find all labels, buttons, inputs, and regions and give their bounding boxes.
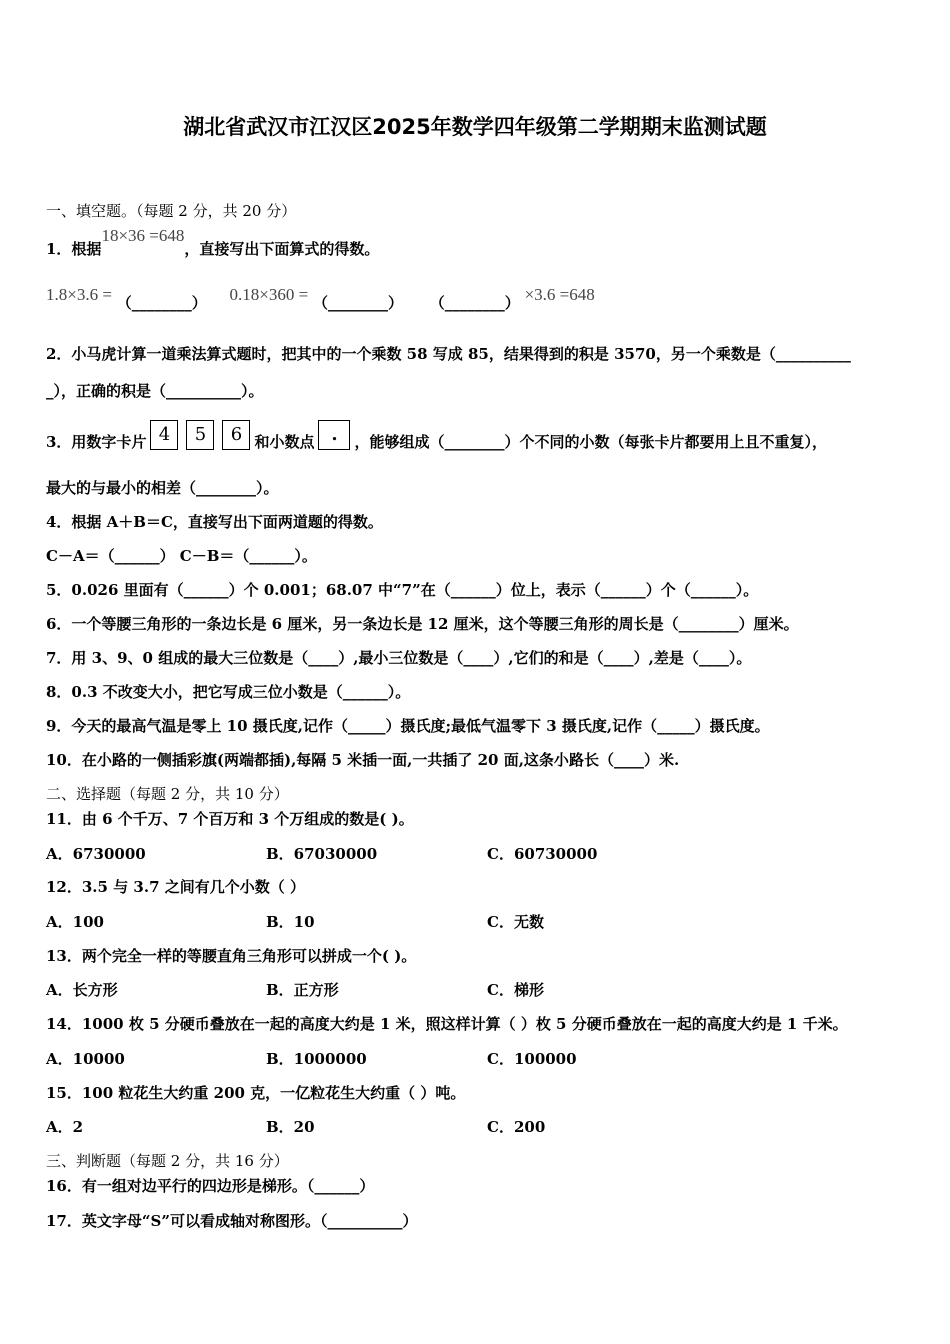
question-14: 14．1000 枚 5 分硬币叠放在一起的高度大约是 1 米，照这样计算（ ）枚 5 分硬币叠放在一起的高度大约是 1 千米。 — [46, 1015, 848, 1033]
question-10: 10．在小路的一侧插彩旗(两端都插),每隔 5 米插一面,一共插了 20 面,这条小路长（____）米. — [46, 751, 680, 769]
page-title: 湖北省武汉市江汉区2025年数学四年级第二学期期末监测试题 — [183, 115, 767, 139]
q1-blank-2: （________） — [312, 294, 403, 312]
q11-option-c: C．60730000 — [487, 845, 598, 863]
digit-card-6: 6 — [222, 420, 250, 450]
question-15: 15．100 粒花生大约重 200 克，一亿粒花生大约重（ ）吨。 — [46, 1084, 466, 1102]
q15-option-b: B．20 — [266, 1118, 315, 1136]
q1-blank-1: （________） — [116, 294, 207, 312]
decimal-point-card: . — [318, 420, 350, 450]
question-3-line-2: 最大的与最小的相差（________）。 — [46, 479, 279, 497]
section-heading-choice: 二、选择题（每题 2 分，共 10 分） — [46, 785, 289, 803]
question-3 — [46, 424, 827, 458]
q1-instruction: ，直接写出下面算式的得数。 — [184, 240, 380, 258]
q3-lead: 3．用数字卡片 — [46, 433, 147, 451]
q1-expr-2: 0.18×360 = — [229, 285, 309, 304]
section-heading-true-false: 三、判断题（每题 2 分，共 16 分） — [46, 1152, 289, 1170]
q13-option-c: C．梯形 — [487, 981, 544, 999]
question-7: 7．用 3、9、0 组成的最大三位数是（____）,最小三位数是（____）,它们的和是（____）,差是（____）。 — [46, 649, 752, 667]
question-12: 12．3.5 与 3.7 之间有几个小数（ ） — [46, 878, 305, 896]
digit-card-5: 5 — [186, 420, 214, 450]
q1-expr-3: ×3.6 =648 — [524, 285, 595, 304]
q1-expr-1: 1.8×3.6 = — [46, 285, 112, 304]
q11-option-a: A．6730000 — [46, 845, 146, 863]
q1-expressions — [46, 285, 595, 312]
digit-card-4: 4 — [150, 420, 178, 450]
q12-option-c: C．无数 — [487, 913, 544, 931]
question-2-line-1: 2．小马虎计算一道乘法算式题时，把其中的一个乘数 58 写成 85，结果得到的积是 3570，另一个乘数是（__________ — [46, 345, 851, 363]
question-2-line-2: _），正确的积是（__________）。 — [46, 382, 264, 400]
q12-option-b: B．10 — [266, 913, 315, 931]
q3-rest: ，能够组成（________）个不同的小数（每张卡片都要用上且不重复）， — [354, 433, 827, 451]
question-5: 5．0.026 里面有（______）个 0.001；68.07 中“7”在（______）位上，表示（______）个（______）。 — [46, 581, 759, 599]
question-1 — [46, 226, 380, 259]
q3-mid: 和小数点 — [254, 433, 315, 451]
q15-option-a: A．2 — [46, 1118, 84, 1136]
question-16: 16．有一组对边平行的四边形是梯形。（______） — [46, 1177, 375, 1195]
question-6: 6．一个等腰三角形的一条边长是 6 厘米，另一条边长是 12 厘米，这个等腰三角形的周长是（________）厘米。 — [46, 615, 799, 633]
q14-option-c: C．100000 — [487, 1050, 577, 1068]
q14-option-a: A．10000 — [46, 1050, 125, 1068]
question-11: 11．由 6 个千万、7 个百万和 3 个万组成的数是( )。 — [46, 810, 414, 828]
q1-lead: 1．根据 — [46, 240, 102, 258]
question-4-line-2: C－A＝（______） C－B＝（______）。 — [46, 547, 317, 565]
q13-option-a: A．长方形 — [46, 981, 118, 999]
question-17: 17．英文字母“S”可以看成轴对称图形。（__________） — [46, 1212, 418, 1230]
q15-option-c: C．200 — [487, 1118, 546, 1136]
question-4-line-1: 4．根据 A＋B＝C，直接写出下面两道题的得数。 — [46, 513, 383, 531]
q12-option-a: A．100 — [46, 913, 104, 931]
question-8: 8．0.3 不改变大小，把它写成三位小数是（______）。 — [46, 683, 411, 701]
question-13: 13．两个完全一样的等腰直角三角形可以拼成一个( )。 — [46, 947, 417, 965]
q13-option-b: B．正方形 — [266, 981, 339, 999]
section-heading-fill-blank: 一、填空题。（每题 2 分，共 20 分） — [46, 202, 297, 220]
q1-formula: 18×36 =648 — [101, 226, 185, 245]
q1-blank-3: （________） — [429, 294, 520, 312]
q11-option-b: B．67030000 — [266, 845, 378, 863]
q14-option-b: B．1000000 — [266, 1050, 367, 1068]
question-9: 9．今天的最高气温是零上 10 摄氏度,记作（_____）摄氏度;最低气温零下 3 摄氏度,记作（_____）摄氏度。 — [46, 717, 770, 735]
